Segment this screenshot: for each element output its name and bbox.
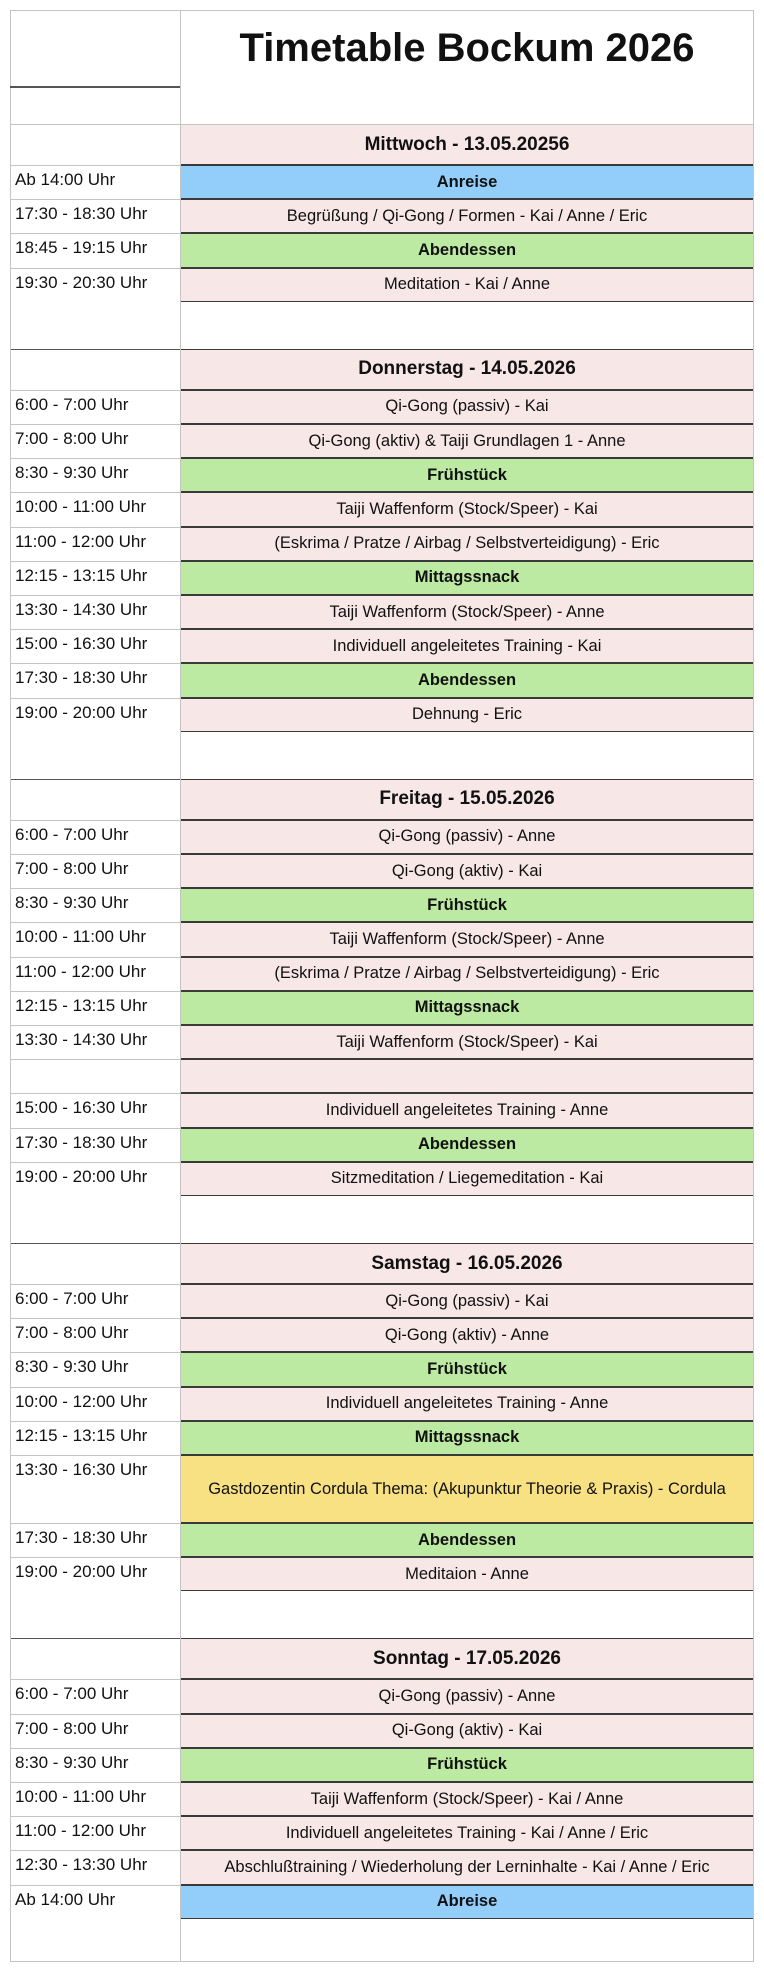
day-header-spacer <box>10 349 180 390</box>
day-header: Donnerstag - 14.05.2026 <box>180 349 754 390</box>
time-cell: 12:15 - 13:15 Uhr <box>10 1421 180 1455</box>
time-cell: 17:30 - 18:30 Uhr <box>10 1523 180 1557</box>
grid-line <box>10 10 11 1962</box>
day-header: Mittwoch - 13.05.20256 <box>180 124 754 165</box>
time-cell: 13:30 - 16:30 Uhr <box>10 1455 180 1523</box>
activity-cell: Qi-Gong (aktiv) & Taiji Grundlagen 1 - Anne <box>180 424 754 458</box>
time-cell: 11:00 - 12:00 Uhr <box>10 527 180 561</box>
time-cell: 8:30 - 9:30 Uhr <box>10 458 180 492</box>
page-title: Timetable Bockum 2026 <box>239 26 695 70</box>
time-cell: 12:15 - 13:15 Uhr <box>10 561 180 595</box>
time-cell: 10:00 - 11:00 Uhr <box>10 492 180 526</box>
activity-cell <box>180 1059 754 1093</box>
activity-cell: Abschlußtraining / Wiederholung der Lerninhalte - Kai / Anne / Eric <box>180 1850 754 1884</box>
day-header-spacer <box>10 779 180 820</box>
activity-cell: Qi-Gong (aktiv) - Kai <box>180 854 754 888</box>
grid-line <box>10 10 754 11</box>
activity-cell: Abendessen <box>180 1523 754 1557</box>
activity-cell: Taiji Waffenform (Stock/Speer) - Kai <box>180 492 754 526</box>
time-cell: 8:30 - 9:30 Uhr <box>10 1748 180 1782</box>
activity-cell: Individuell angeleitetes Training - Kai <box>180 629 754 663</box>
time-cell: 10:00 - 11:00 Uhr <box>10 922 180 956</box>
time-cell: 19:30 - 20:30 Uhr <box>10 268 180 302</box>
time-cell: 7:00 - 8:00 Uhr <box>10 1714 180 1748</box>
activity-cell: Anreise <box>180 165 754 199</box>
grid-line <box>10 86 180 88</box>
time-cell: 12:15 - 13:15 Uhr <box>10 991 180 1025</box>
time-cell: 7:00 - 8:00 Uhr <box>10 424 180 458</box>
time-cell: 8:30 - 9:30 Uhr <box>10 888 180 922</box>
activity-cell: Abreise <box>180 1885 754 1919</box>
time-cell: 8:30 - 9:30 Uhr <box>10 1352 180 1386</box>
time-cell: 6:00 - 7:00 Uhr <box>10 820 180 854</box>
activity-cell: Qi-Gong (passiv) - Kai <box>180 390 754 424</box>
activity-cell: Individuell angeleitetes Training - Anne <box>180 1093 754 1127</box>
day-header: Freitag - 15.05.2026 <box>180 779 754 820</box>
activity-cell: Frühstück <box>180 888 754 922</box>
activity-cell: (Eskrima / Pratze / Airbag / Selbstverteidigung) - Eric <box>180 527 754 561</box>
activity-cell: Taiji Waffenform (Stock/Speer) - Kai / Anne <box>180 1782 754 1816</box>
activity-cell: Qi-Gong (passiv) - Anne <box>180 1679 754 1713</box>
activity-cell: Mittagssnack <box>180 561 754 595</box>
time-cell: 7:00 - 8:00 Uhr <box>10 1318 180 1352</box>
grid-line <box>10 124 754 125</box>
grid-line <box>10 1961 754 1962</box>
activity-cell: Dehnung - Eric <box>180 698 754 732</box>
time-cell: 7:00 - 8:00 Uhr <box>10 854 180 888</box>
activity-cell: Frühstück <box>180 1748 754 1782</box>
activity-cell: Individuell angeleitetes Training - Kai / Anne / Eric <box>180 1816 754 1850</box>
time-cell: 19:00 - 20:00 Uhr <box>10 1557 180 1591</box>
day-header-spacer <box>10 1638 180 1679</box>
activity-cell: Abendessen <box>180 663 754 697</box>
activity-cell: Mittagssnack <box>180 991 754 1025</box>
time-cell: 11:00 - 12:00 Uhr <box>10 1816 180 1850</box>
activity-cell: Qi-Gong (passiv) - Kai <box>180 1284 754 1318</box>
activity-cell: Meditaion - Anne <box>180 1557 754 1591</box>
activity-cell: Abendessen <box>180 1128 754 1162</box>
time-cell: 13:30 - 14:30 Uhr <box>10 595 180 629</box>
time-cell: 13:30 - 14:30 Uhr <box>10 1025 180 1059</box>
grid-line <box>753 10 754 1962</box>
time-cell <box>10 1059 180 1093</box>
time-cell: 17:30 - 18:30 Uhr <box>10 199 180 233</box>
day-header-spacer <box>10 124 180 165</box>
time-cell: 19:00 - 20:00 Uhr <box>10 698 180 732</box>
time-cell: 15:00 - 16:30 Uhr <box>10 629 180 663</box>
activity-cell: Qi-Gong (aktiv) - Anne <box>180 1318 754 1352</box>
activity-cell: Begrüßung / Qi-Gong / Formen - Kai / Anne / Eric <box>180 199 754 233</box>
activity-cell: Taiji Waffenform (Stock/Speer) - Kai <box>180 1025 754 1059</box>
time-cell: 10:00 - 11:00 Uhr <box>10 1782 180 1816</box>
time-cell: 19:00 - 20:00 Uhr <box>10 1162 180 1196</box>
activity-cell: Abendessen <box>180 233 754 267</box>
time-cell: 17:30 - 18:30 Uhr <box>10 1128 180 1162</box>
time-cell: Ab 14:00 Uhr <box>10 1885 180 1919</box>
activity-cell: Qi-Gong (aktiv) - Kai <box>180 1714 754 1748</box>
time-cell: 11:00 - 12:00 Uhr <box>10 957 180 991</box>
activity-cell: (Eskrima / Pratze / Airbag / Selbstverteidigung) - Eric <box>180 957 754 991</box>
activity-cell: Taiji Waffenform (Stock/Speer) - Anne <box>180 922 754 956</box>
activity-cell: Mittagssnack <box>180 1421 754 1455</box>
activity-cell: Gastdozentin Cordula Thema: (Akupunktur Theorie & Praxis) - Cordula <box>180 1455 754 1523</box>
activity-cell: Meditation - Kai / Anne <box>180 268 754 302</box>
grid-line <box>180 10 181 1962</box>
time-cell: 18:45 - 19:15 Uhr <box>10 233 180 267</box>
activity-cell: Frühstück <box>180 1352 754 1386</box>
time-cell: 12:30 - 13:30 Uhr <box>10 1850 180 1884</box>
activity-cell: Qi-Gong (passiv) - Anne <box>180 820 754 854</box>
time-cell: 17:30 - 18:30 Uhr <box>10 663 180 697</box>
day-header: Samstag - 16.05.2026 <box>180 1243 754 1284</box>
time-cell: 15:00 - 16:30 Uhr <box>10 1093 180 1127</box>
activity-cell: Sitzmeditation / Liegemeditation - Kai <box>180 1162 754 1196</box>
day-header-spacer <box>10 1243 180 1284</box>
time-cell: 6:00 - 7:00 Uhr <box>10 1679 180 1713</box>
time-cell: Ab 14:00 Uhr <box>10 165 180 199</box>
time-cell: 6:00 - 7:00 Uhr <box>10 1284 180 1318</box>
time-cell: 10:00 - 12:00 Uhr <box>10 1387 180 1421</box>
activity-cell: Individuell angeleitetes Training - Anne <box>180 1387 754 1421</box>
time-cell: 6:00 - 7:00 Uhr <box>10 390 180 424</box>
day-header: Sonntag - 17.05.2026 <box>180 1638 754 1679</box>
activity-cell: Taiji Waffenform (Stock/Speer) - Anne <box>180 595 754 629</box>
activity-cell: Frühstück <box>180 458 754 492</box>
